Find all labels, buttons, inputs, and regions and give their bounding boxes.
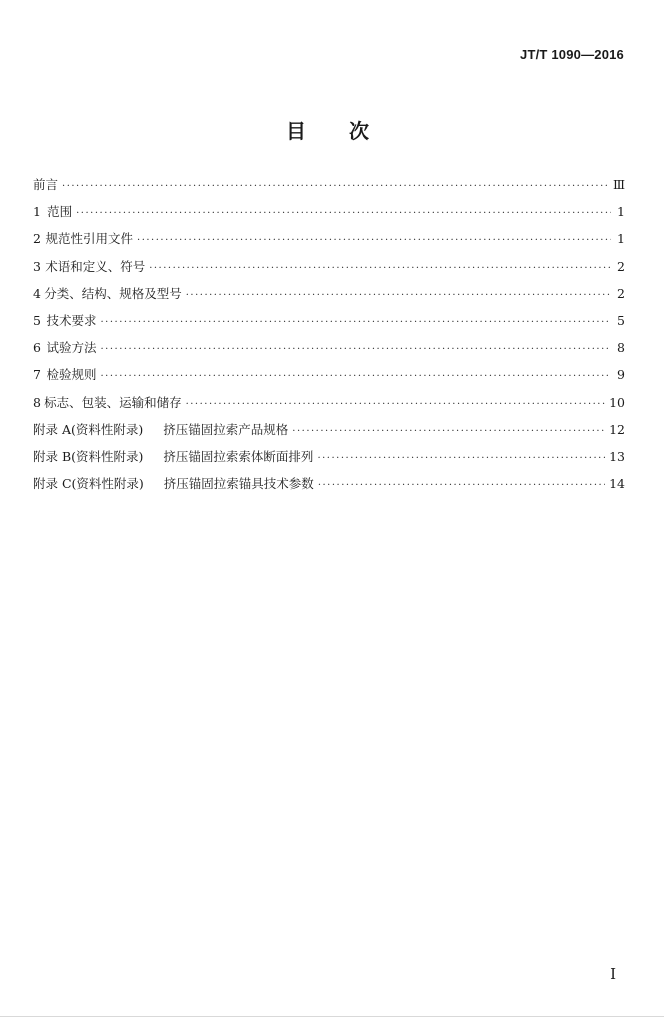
toc-leader-dots bbox=[186, 287, 611, 305]
toc-entry-3[interactable] bbox=[33, 258, 625, 285]
toc-entry-number: 4 bbox=[33, 285, 41, 301]
toc-entry-label: 术语和定义、符号 bbox=[45, 258, 146, 274]
toc-entry-label: 范围 bbox=[47, 204, 73, 220]
toc-entry-page: Ⅲ bbox=[612, 177, 625, 192]
toc-leader-dots bbox=[149, 260, 611, 278]
toc-annex-prefix: 附录 A(资料性附录) bbox=[33, 421, 144, 437]
toc-annex-label: 挤压锚固拉索锚具技术参数 bbox=[163, 476, 314, 492]
toc-entry-7[interactable] bbox=[33, 366, 625, 393]
toc-entry-label: 试验方法 bbox=[46, 340, 97, 356]
toc-annex-a[interactable] bbox=[33, 421, 625, 448]
toc-entry-number: 8 bbox=[33, 394, 41, 410]
toc-entry-page: 1 bbox=[617, 204, 625, 220]
toc-entry-label: 规范性引用文件 bbox=[45, 231, 134, 247]
toc-leader-dots bbox=[100, 341, 611, 359]
toc-entry-page: 2 bbox=[617, 285, 625, 301]
toc-title: 目 次 bbox=[286, 119, 370, 143]
toc-annex-page: 14 bbox=[609, 476, 625, 492]
toc-entry-5[interactable] bbox=[33, 312, 625, 339]
toc-entry-label: 标志、包装、运输和储存 bbox=[44, 394, 182, 410]
standard-code: JT/T 1090—2016 bbox=[520, 47, 624, 62]
toc-annex-label: 挤压锚固拉索索体断面排列 bbox=[163, 448, 314, 464]
toc-leader-dots bbox=[100, 314, 611, 332]
toc-leader-dots bbox=[186, 396, 606, 414]
toc-entry-page: 8 bbox=[617, 340, 625, 356]
toc-entry-label: 前言 bbox=[33, 177, 59, 192]
toc-leader-dots bbox=[137, 232, 611, 250]
toc-entry-number: 7 bbox=[33, 367, 41, 383]
toc-entry-page: 10 bbox=[609, 394, 625, 410]
page-bottom-divider bbox=[0, 1016, 664, 1017]
toc-annex-prefix: 附录 B(资料性附录) bbox=[33, 448, 144, 464]
toc-entry-label: 技术要求 bbox=[46, 312, 97, 328]
toc-entry-4[interactable] bbox=[33, 285, 625, 312]
page-number: I bbox=[610, 965, 616, 983]
toc-entry-foreword[interactable] bbox=[33, 176, 625, 203]
toc-entry-6[interactable] bbox=[33, 339, 625, 366]
toc-entry-page: 1 bbox=[617, 231, 625, 247]
toc-entry-number: 6 bbox=[33, 340, 41, 356]
toc-entry-page: 9 bbox=[617, 367, 625, 383]
toc-annex-b[interactable] bbox=[33, 448, 625, 475]
toc-annex-c[interactable] bbox=[33, 475, 625, 502]
toc-entry-label: 检验规则 bbox=[46, 367, 97, 383]
toc-leader-dots bbox=[292, 423, 605, 441]
toc-entry-page: 2 bbox=[617, 258, 625, 274]
toc-entry-number: 3 bbox=[33, 258, 41, 274]
toc-leader-dots bbox=[62, 178, 609, 196]
toc-annex-label: 挤压锚固拉索产品规格 bbox=[163, 421, 289, 437]
toc-annex-prefix: 附录 C(资料性附录) bbox=[33, 476, 144, 492]
toc-annex-page: 12 bbox=[609, 421, 625, 437]
toc-entry-page: 5 bbox=[617, 312, 625, 328]
table-of-contents bbox=[33, 176, 625, 502]
toc-entry-number: 5 bbox=[33, 312, 41, 328]
toc-leader-dots bbox=[76, 205, 611, 223]
toc-entry-2[interactable] bbox=[33, 230, 625, 257]
toc-leader-dots bbox=[318, 477, 605, 495]
toc-entry-number: 2 bbox=[33, 231, 41, 247]
toc-entry-number: 1 bbox=[33, 204, 41, 220]
toc-entry-label: 分类、结构、规格及型号 bbox=[44, 285, 182, 301]
toc-entry-8[interactable] bbox=[33, 394, 625, 421]
toc-leader-dots bbox=[100, 368, 611, 386]
toc-annex-page: 13 bbox=[609, 448, 625, 464]
toc-entry-1[interactable] bbox=[33, 203, 625, 230]
toc-leader-dots bbox=[317, 450, 605, 468]
